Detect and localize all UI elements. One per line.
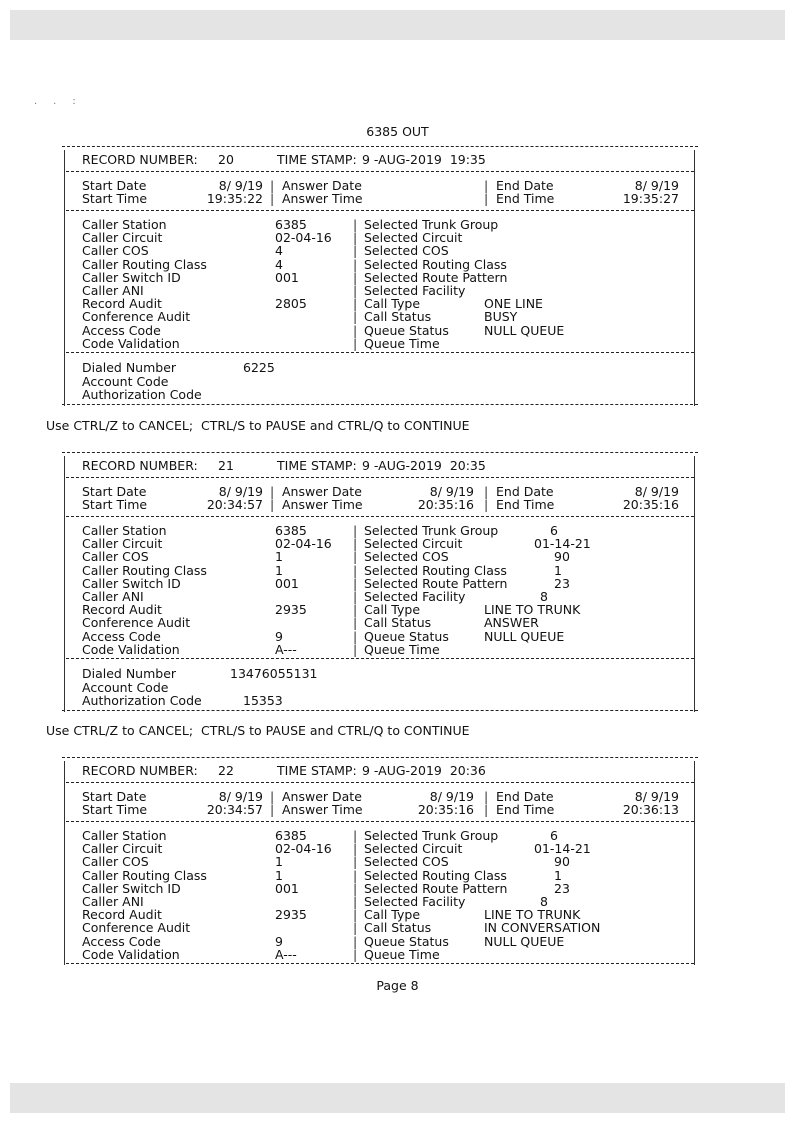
selected-circuit-label: Selected Circuit [364, 536, 463, 552]
column-bar: | [353, 296, 358, 312]
code-validation-label: Code Validation [82, 641, 180, 657]
selected-facility-label: Selected Facility [364, 283, 466, 298]
vertical-border [64, 150, 65, 406]
column-bar: | [270, 802, 275, 817]
record-audit-value: 2935 [275, 602, 307, 618]
caller-circuit-value: 02-04-16 [275, 230, 332, 246]
answer-date-value: 8/ 9/19 [429, 789, 474, 804]
start-time-label: Start Time [82, 191, 148, 206]
caller-circuit-label: Caller Circuit [82, 841, 163, 857]
column-bar: | [353, 602, 358, 618]
cancel-message: Use CTRL/Z to CANCEL; CTRL/S to PAUSE and CTRL/Q to CONTINUE [46, 418, 470, 433]
end-time-label: End Time [496, 497, 555, 512]
end-date-label: End Date [496, 789, 554, 804]
column-bar: | [353, 575, 358, 591]
selected-facility-value: 8 [540, 894, 548, 909]
time-stamp-value: 9 -AUG-2019 20:35 [362, 458, 486, 473]
column-bar: | [353, 946, 358, 962]
call-type-value: LINE TO TRUNK [484, 907, 581, 923]
start-time-value: 20:34:57 [206, 802, 263, 817]
answer-date-label: Answer Date [282, 484, 362, 499]
conference-audit-label: Conference Audit [82, 615, 191, 631]
main-block-separator [66, 658, 694, 659]
column-bar: | [353, 615, 358, 631]
caller-switch-id-value: 001 [275, 880, 299, 896]
record-number-label: RECORD NUMBER: [82, 763, 198, 778]
column-bar: | [353, 322, 358, 338]
start-date-value: 8/ 9/19 [218, 789, 263, 804]
selected-circuit-value: 01-14-21 [534, 536, 591, 552]
column-bar: | [353, 907, 358, 923]
record-top-border [62, 452, 698, 453]
start-time-label: Start Time [82, 802, 148, 817]
column-bar: | [353, 589, 358, 604]
selected-route-pattern-label: Selected Route Pattern [364, 880, 508, 896]
start-time-value: 20:34:57 [206, 497, 263, 512]
selected-routing-class-value: 1 [554, 562, 562, 578]
selected-facility-label: Selected Facility [364, 894, 466, 909]
vertical-border [694, 456, 695, 712]
selected-routing-class-value: 1 [554, 867, 562, 883]
vertical-border [64, 456, 65, 712]
record-audit-label: Record Audit [82, 602, 162, 618]
call-type-label: Call Type [364, 296, 421, 312]
caller-ani-label: Caller ANI [82, 589, 144, 604]
caller-routing-class-label: Caller Routing Class [82, 867, 207, 883]
end-date-label: End Date [496, 484, 554, 499]
end-date-value: 8/ 9/19 [634, 484, 679, 499]
caller-cos-value: 4 [275, 243, 283, 259]
call-status-value: IN CONVERSATION [484, 920, 601, 936]
column-bar: | [353, 920, 358, 936]
end-date-value: 8/ 9/19 [634, 789, 679, 804]
call-type-label: Call Type [364, 907, 421, 923]
column-bar: | [353, 243, 358, 259]
selected-circuit-label: Selected Circuit [364, 230, 463, 246]
selected-cos-value: 90 [554, 549, 570, 565]
start-time-label: Start Time [82, 497, 148, 512]
page-footer: Page 8 [376, 978, 419, 993]
time-stamp-value: 9 -AUG-2019 20:36 [362, 763, 486, 778]
queue-time-label: Queue Time [364, 335, 440, 351]
main-block-separator [66, 963, 694, 964]
selected-trunk-group-label: Selected Trunk Group [364, 217, 499, 232]
dialed-number-value: 6225 [243, 360, 275, 375]
column-bar: | [353, 523, 358, 538]
caller-circuit-value: 02-04-16 [275, 536, 332, 552]
scan-bottom-band [10, 1083, 785, 1113]
record-audit-label: Record Audit [82, 907, 162, 923]
authorization-code-label: Authorization Code [82, 693, 202, 708]
column-bar: | [353, 828, 358, 843]
end-time-label: End Time [496, 191, 555, 206]
cancel-message: Use CTRL/Z to CANCEL; CTRL/S to PAUSE and CTRL/Q to CONTINUE [46, 723, 470, 738]
column-bar: | [484, 178, 489, 193]
dialed-number-label: Dialed Number [82, 360, 177, 375]
caller-switch-id-value: 001 [275, 575, 299, 591]
selected-route-pattern-value: 23 [554, 880, 570, 896]
queue-status-value: NULL QUEUE [484, 933, 565, 949]
column-bar: | [353, 230, 358, 246]
caller-cos-label: Caller COS [82, 243, 149, 259]
answer-time-value: 20:35:16 [417, 497, 474, 512]
record-number-value: 21 [218, 458, 234, 473]
vertical-border [64, 761, 65, 965]
answer-date-label: Answer Date [282, 178, 362, 193]
record-number-label: RECORD NUMBER: [82, 458, 198, 473]
selected-cos-label: Selected COS [364, 549, 449, 565]
record-number-label: RECORD NUMBER: [82, 152, 198, 167]
dialed-number-value: 13476055131 [230, 666, 318, 681]
end-time-label: End Time [496, 802, 555, 817]
record-bottom-border [62, 404, 698, 405]
caller-station-label: Caller Station [82, 828, 167, 843]
selected-routing-class-label: Selected Routing Class [364, 867, 507, 883]
column-bar: | [353, 283, 358, 298]
caller-routing-class-value: 1 [275, 562, 283, 578]
selected-route-pattern-label: Selected Route Pattern [364, 269, 508, 285]
column-bar: | [353, 562, 358, 578]
caller-routing-class-label: Caller Routing Class [82, 562, 207, 578]
caller-station-label: Caller Station [82, 217, 167, 232]
time-stamp-label: TIME STAMP: [277, 458, 357, 473]
time-stamp-value: 9 -AUG-2019 19:35 [362, 152, 486, 167]
column-bar: | [353, 309, 358, 325]
account-code-label: Account Code [82, 373, 169, 389]
caller-routing-class-label: Caller Routing Class [82, 256, 207, 272]
header-separator [66, 782, 694, 783]
caller-cos-value: 1 [275, 549, 283, 565]
selected-trunk-group-value: 6 [550, 828, 558, 843]
column-bar: | [353, 867, 358, 883]
queue-time-label: Queue Time [364, 946, 440, 962]
record-audit-label: Record Audit [82, 296, 162, 312]
conference-audit-label: Conference Audit [82, 920, 191, 936]
caller-ani-label: Caller ANI [82, 283, 144, 298]
column-bar: | [270, 497, 275, 512]
call-status-label: Call Status [364, 309, 432, 325]
access-code-value: 9 [275, 933, 283, 949]
column-bar: | [353, 854, 358, 870]
caller-routing-class-value: 1 [275, 867, 283, 883]
caller-ani-label: Caller ANI [82, 894, 144, 909]
scan-top-band [10, 10, 785, 40]
column-bar: | [353, 894, 358, 909]
selected-routing-class-label: Selected Routing Class [364, 256, 507, 272]
end-date-value: 8/ 9/19 [634, 178, 679, 193]
code-validation-label: Code Validation [82, 335, 180, 351]
code-validation-label: Code Validation [82, 946, 180, 962]
column-bar: | [353, 269, 358, 285]
column-bar: | [353, 641, 358, 657]
column-bar: | [353, 256, 358, 272]
selected-route-pattern-value: 23 [554, 575, 570, 591]
column-bar: | [353, 880, 358, 896]
selected-facility-label: Selected Facility [364, 589, 466, 604]
call-status-label: Call Status [364, 615, 432, 631]
column-bar: | [484, 191, 489, 206]
queue-status-value: NULL QUEUE [484, 322, 565, 338]
header-separator [66, 477, 694, 478]
column-bar: | [353, 549, 358, 565]
caller-switch-id-label: Caller Switch ID [82, 575, 181, 591]
start-date-label: Start Date [82, 178, 147, 193]
caller-station-value: 6385 [275, 523, 307, 538]
end-time-value: 20:36:13 [622, 802, 679, 817]
column-bar: | [484, 484, 489, 499]
code-validation-value: A--- [275, 641, 297, 657]
selected-circuit-label: Selected Circuit [364, 841, 463, 857]
column-bar: | [484, 802, 489, 817]
conference-audit-label: Conference Audit [82, 309, 191, 325]
scan-specks: ..: [34, 96, 92, 107]
access-code-label: Access Code [82, 322, 161, 338]
datetime-separator [66, 821, 694, 822]
column-bar: | [353, 933, 358, 949]
answer-time-label: Answer Time [282, 802, 363, 817]
caller-routing-class-value: 4 [275, 256, 283, 272]
call-type-value: LINE TO TRUNK [484, 602, 581, 618]
column-bar: | [353, 217, 358, 232]
authorization-code-value: 15353 [243, 693, 283, 708]
caller-station-value: 6385 [275, 828, 307, 843]
time-stamp-label: TIME STAMP: [277, 152, 357, 167]
record-number-value: 20 [218, 152, 234, 167]
record-bottom-border [62, 710, 698, 711]
caller-switch-id-label: Caller Switch ID [82, 880, 181, 896]
queue-status-label: Queue Status [364, 628, 449, 644]
datetime-separator [66, 516, 694, 517]
dialed-number-label: Dialed Number [82, 666, 177, 681]
vertical-border [694, 150, 695, 406]
answer-time-label: Answer Time [282, 191, 363, 206]
access-code-label: Access Code [82, 933, 161, 949]
start-time-value: 19:35:22 [206, 191, 263, 206]
end-time-value: 20:35:16 [622, 497, 679, 512]
caller-switch-id-value: 001 [275, 269, 299, 285]
queue-status-value: NULL QUEUE [484, 628, 565, 644]
queue-time-label: Queue Time [364, 641, 440, 657]
queue-status-label: Queue Status [364, 322, 449, 338]
selected-trunk-group-label: Selected Trunk Group [364, 828, 499, 843]
call-status-label: Call Status [364, 920, 432, 936]
end-date-label: End Date [496, 178, 554, 193]
caller-cos-label: Caller COS [82, 854, 149, 870]
start-date-label: Start Date [82, 789, 147, 804]
column-bar: | [270, 191, 275, 206]
record-top-border [62, 146, 698, 147]
access-code-label: Access Code [82, 628, 161, 644]
record-number-value: 22 [218, 763, 234, 778]
call-type-label: Call Type [364, 602, 421, 618]
caller-cos-label: Caller COS [82, 549, 149, 565]
record-top-border [62, 757, 698, 758]
queue-status-label: Queue Status [364, 933, 449, 949]
call-status-value: BUSY [484, 309, 518, 325]
column-bar: | [270, 789, 275, 804]
selected-trunk-group-label: Selected Trunk Group [364, 523, 499, 538]
column-bar: | [270, 484, 275, 499]
end-time-value: 19:35:27 [622, 191, 679, 206]
account-code-label: Account Code [82, 679, 169, 695]
header-separator [66, 171, 694, 172]
code-validation-value: A--- [275, 946, 297, 962]
selected-facility-value: 8 [540, 589, 548, 604]
selected-trunk-group-value: 6 [550, 523, 558, 538]
call-type-value: ONE LINE [484, 296, 543, 312]
selected-cos-label: Selected COS [364, 854, 449, 870]
record-audit-value: 2805 [275, 296, 307, 312]
caller-circuit-value: 02-04-16 [275, 841, 332, 857]
page-header: 6385 OUT [366, 124, 429, 139]
caller-cos-value: 1 [275, 854, 283, 870]
time-stamp-label: TIME STAMP: [277, 763, 357, 778]
caller-station-label: Caller Station [82, 523, 167, 538]
answer-time-label: Answer Time [282, 497, 363, 512]
start-date-value: 8/ 9/19 [218, 178, 263, 193]
vertical-border [694, 761, 695, 965]
start-date-label: Start Date [82, 484, 147, 499]
column-bar: | [484, 789, 489, 804]
record-audit-value: 2935 [275, 907, 307, 923]
answer-date-label: Answer Date [282, 789, 362, 804]
selected-route-pattern-label: Selected Route Pattern [364, 575, 508, 591]
answer-time-value: 20:35:16 [417, 802, 474, 817]
caller-circuit-label: Caller Circuit [82, 536, 163, 552]
column-bar: | [270, 178, 275, 193]
main-block-separator [66, 352, 694, 353]
column-bar: | [353, 536, 358, 552]
datetime-separator [66, 210, 694, 211]
selected-cos-value: 90 [554, 854, 570, 870]
selected-routing-class-label: Selected Routing Class [364, 562, 507, 578]
column-bar: | [353, 841, 358, 857]
caller-station-value: 6385 [275, 217, 307, 232]
selected-circuit-value: 01-14-21 [534, 841, 591, 857]
answer-date-value: 8/ 9/19 [429, 484, 474, 499]
caller-circuit-label: Caller Circuit [82, 230, 163, 246]
authorization-code-label: Authorization Code [82, 387, 202, 402]
column-bar: | [353, 628, 358, 644]
call-status-value: ANSWER [484, 615, 539, 631]
start-date-value: 8/ 9/19 [218, 484, 263, 499]
access-code-value: 9 [275, 628, 283, 644]
selected-cos-label: Selected COS [364, 243, 449, 259]
caller-switch-id-label: Caller Switch ID [82, 269, 181, 285]
column-bar: | [484, 497, 489, 512]
column-bar: | [353, 335, 358, 351]
